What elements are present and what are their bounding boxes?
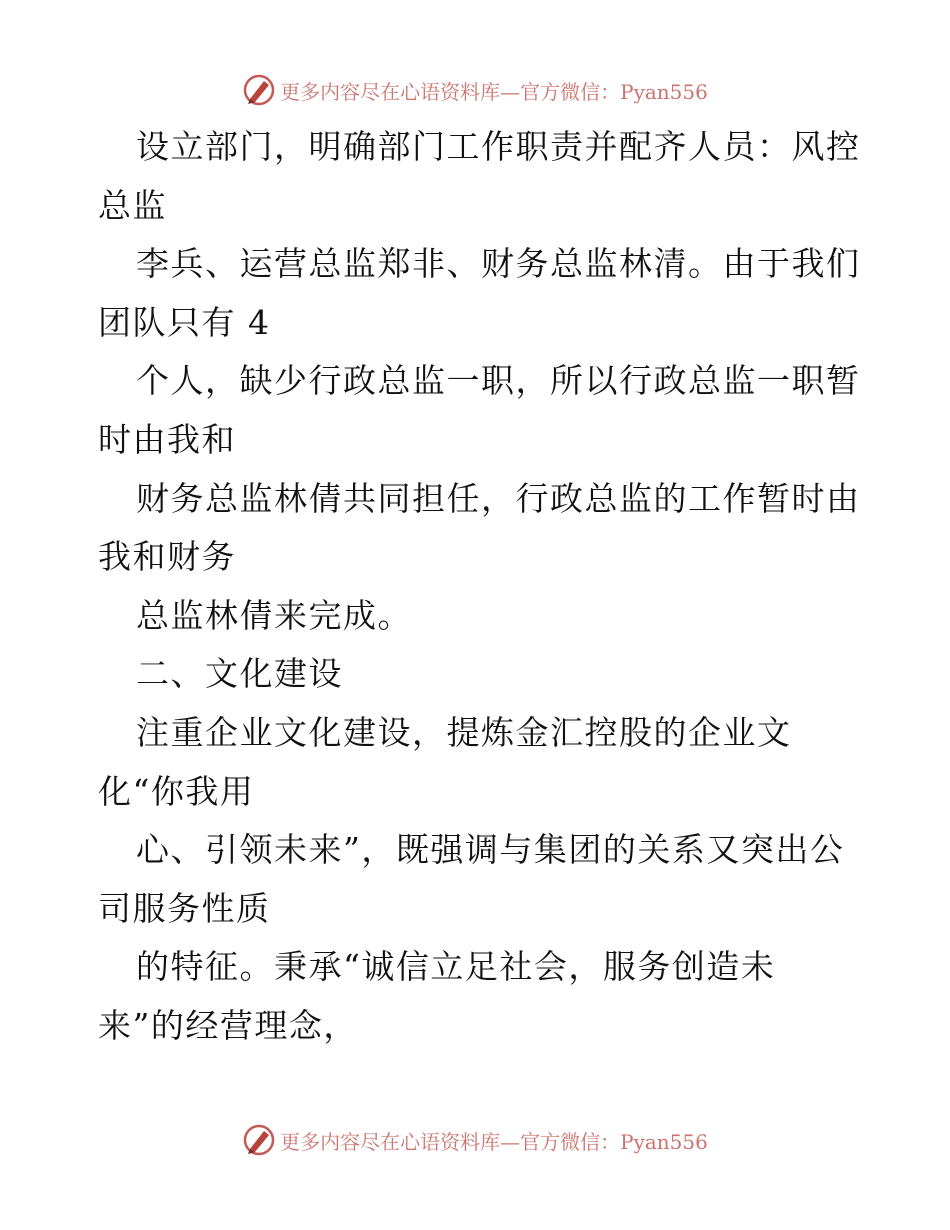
footer-watermark bbox=[0, 1120, 950, 1160]
text-line-11: 注重企业文化建设，提炼金汇控股的企业文 bbox=[136, 712, 792, 752]
text-line-7: 财务总监林倩共同担任，行政总监的工作暂时由 bbox=[136, 478, 861, 518]
text-line-6: 时由我和 bbox=[98, 419, 236, 459]
text-line-14: 司服务性质 bbox=[98, 888, 271, 928]
text-line-5: 个人，缺少行政总监一职，所以行政总监一职暂 bbox=[136, 361, 861, 401]
text-line-4: 团队只有 4 bbox=[98, 302, 271, 342]
text-line-8: 我和财务 bbox=[98, 537, 236, 577]
watermark-text: 更多内容尽在心语资料库—官方微信：Pyan556 bbox=[280, 79, 708, 104]
text-line-2: 总监 bbox=[98, 185, 167, 225]
text-line-3: 李兵、运营总监郑非、财务总监林清。由于我们 bbox=[136, 244, 861, 284]
pen-logo-icon bbox=[242, 73, 276, 107]
text-line-12: 化“你我用 bbox=[98, 771, 255, 811]
text-line-9: 总监林倩来完成。 bbox=[136, 595, 412, 635]
text-line-15: 的特征。秉承“诚信立足社会，服务创造未 bbox=[136, 947, 776, 987]
text-line-13: 心、引领未来”，既强调与集团的关系又突出公 bbox=[136, 830, 845, 870]
header-watermark bbox=[0, 70, 950, 110]
pen-logo-icon bbox=[242, 1123, 276, 1157]
section-heading: 二、文化建设 bbox=[136, 654, 343, 694]
watermark-text: 更多内容尽在心语资料库—官方微信：Pyan556 bbox=[280, 1129, 708, 1154]
text-line-16: 来”的经营理念， bbox=[98, 1005, 358, 1045]
text-line-1: 设立部门，明确部门工作职责并配齐人员：风控 bbox=[136, 127, 861, 166]
document-body bbox=[98, 118, 861, 1056]
